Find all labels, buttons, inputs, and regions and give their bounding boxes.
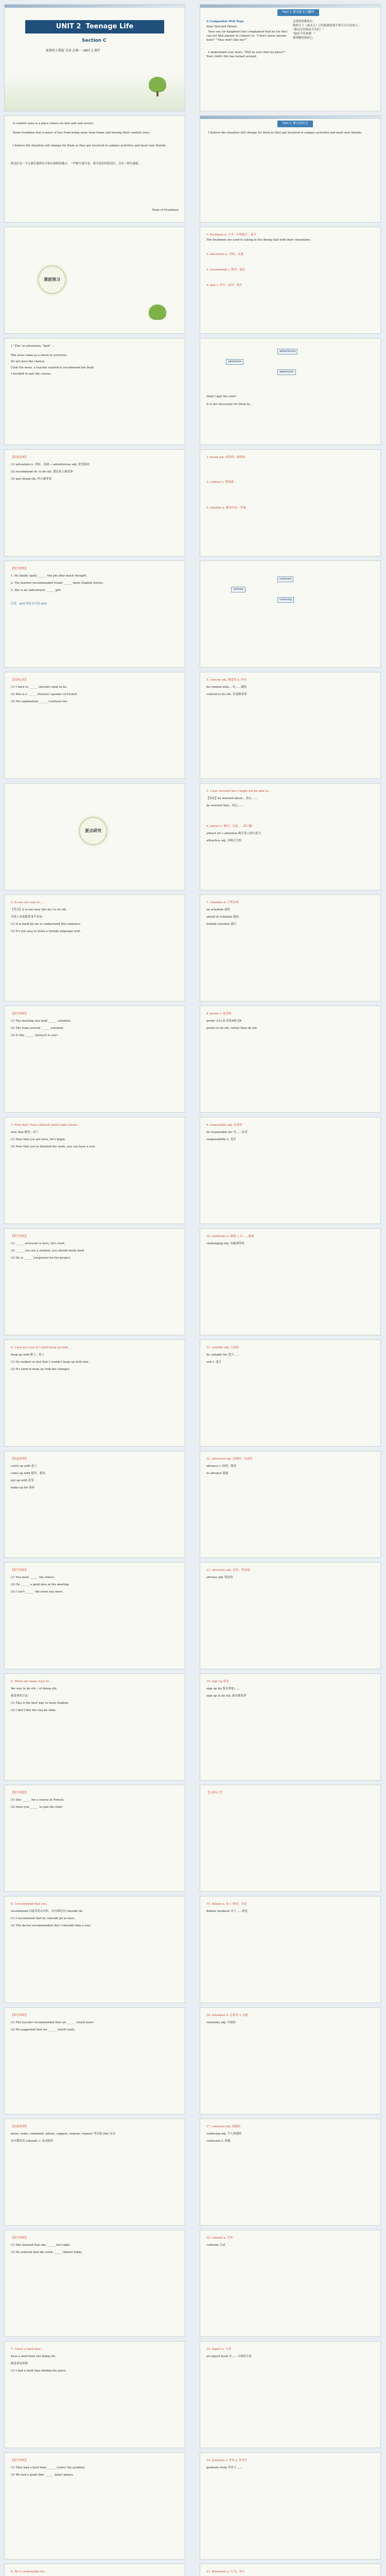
word-item: 17. confused adj. 困惑的 [206,2125,240,2128]
line: contents 目录 [206,2244,225,2247]
unit-label: UNIT 2 [56,22,81,30]
heading: 【即学即练】 [11,1569,28,1572]
line: (2) It's hard to keep up with the changes. [11,1368,71,1371]
word-item: 20. graduate v. 毕业 n. 毕业生 [206,2459,248,2462]
line: come up with 想出；提出 [11,1472,45,1475]
exercise: (1) She insisted that she ______ (be) right. [11,2244,71,2247]
slide-19 [4,1006,185,1113]
tree-icon [149,304,166,320]
part-tag: Part 1 课文原文与翻译 [277,9,319,16]
line: (3) quit doing sth. 停止做某事 [11,478,52,481]
line: be suitable for 适合…… [206,1353,240,1357]
exercise: 2. The teacher recommended (read) ______ more English stories. [11,582,104,585]
line: recommend 后接宾语从句时，从句谓语用 (should) do [11,1910,83,1913]
exercise: (2) Have you ______ to join the club? [11,1806,63,1809]
diagram-box: adventurer [277,369,296,375]
diagram-box: confused [277,577,293,582]
slide-38 [200,2007,381,2114]
line: be responsible for 对……负责 [206,1131,248,1134]
word-item: 14. sign up 报名 [206,1680,229,1683]
word-item: 3. recommend v. 推荐；建议 [206,268,245,272]
slide-6 [200,227,381,334]
slide-14 [200,672,381,779]
exercise: (2) He suggested that we ______ (start) early. [11,2028,75,2031]
word-item: 2. fluent adj. 流利的；熟练的 [206,456,245,459]
heading: 【即学即练】 [11,567,28,570]
exercise: (1) The teacher recommended that we ______ (read) more. [11,2021,95,2024]
heading: 【拓展延伸】 [11,456,28,459]
slide-23 [4,1228,185,1335]
answer: It is not necessary for them to... [206,403,253,406]
heading: 1. I was worried that I might not be able to... [206,790,271,793]
exercise: (2) She is a ______ (fluency) speaker of French. [11,693,78,696]
line: attract sb.'s attention 吸引某人的注意力 [206,832,261,835]
line: suit v. 适合 [206,1361,222,1364]
translation-column [293,20,375,41]
exercise: (2) He ______ a good idea at the meeting. [11,1583,70,1586]
line: (1) He walked so fast that I couldn't keep up with him. [11,1361,90,1364]
translation: 舒适区是一个让我们感到安全和有保障的地方。一些新生离开家，离开他们的舒适区，会有一种失落感。 [11,162,142,165]
slide-22 [200,1117,381,1224]
slide-30 [200,1562,381,1669]
word-item: 7. schedule n. 日程安排 [206,901,239,904]
circle-label: 课前预习 [44,277,60,282]
slide-4 [200,115,381,223]
slide-46 [200,2452,381,2560]
heading: 4. I was not sure if I could keep up with... [11,1346,71,1349]
slide-29 [4,1562,185,1669]
heading: 【即学即练】 [11,1235,28,1238]
slide-42 [200,2230,381,2337]
tree-icon [149,77,166,92]
heading: 3. Now that I have entered senior high school... [11,1124,80,1127]
paragraph: A comfort zone is a place where we feel safe and secure. [11,122,94,125]
cover-subtitle: 新教材人教版 英语 必修一 UNIT 2 课件 [46,49,100,53]
slide-cover [4,4,185,111]
slide-47 [4,2564,185,2576]
top-band [200,5,380,8]
line: sign up to do sth. 报名做某事 [206,1694,247,1698]
paragraph: I believe the situation will change for them as they get involved in campus activities and meet new friends. [206,131,362,134]
heading: 6. I recommend that you... [11,1903,49,1906]
section-circle [77,815,110,848]
word-item: 8. prefer v. 更喜欢 [206,1012,232,1015]
word-item: 9. responsible adj. 负责的 [206,1124,242,1127]
paragraph: Some freshmen feel a sense of loss from being away from home and leaving their comfort zone. [11,131,150,134]
heading: 8. He is responsible for... [11,2570,47,2573]
exercise: (1) You must ______ the others. [11,1576,55,1579]
line: confusion n. 困惑 [206,2140,231,2143]
slide-26 [200,1340,381,1447]
slide-35 [4,1896,185,2003]
heading: 【即学即练】 [11,1012,28,1015]
word-item: 18. content n. 内容 [206,2236,233,2240]
word-item: 15. debate n. & v. 辩论；争论 [206,1903,247,1906]
heading: 【即学即练】 [11,2459,28,2462]
exercise: (2) We had a good time ______ (play) games. [11,2473,74,2477]
line: ahead of schedule 提前 [206,916,239,919]
line: Click the news, a teacher wanted to recommend the book. [11,366,95,369]
heading: 【拓展延伸】 [11,1458,28,1461]
line: (1) adventure n. 冒险；奇遇 → adventurous adj. 爱冒险的 [11,463,90,466]
line: graduate from 毕业于…… [206,2466,242,2469]
exercise: (1) The meeting was held ______ schedule. [11,1020,72,1023]
diagram-box: adventurous [277,349,297,354]
line: insist, order, command, advise, suggest, require, request 等后接 that 从句 [11,2132,116,2136]
slide-31 [4,1673,185,1781]
line: 从句谓语用 (should) + 动词原形 [11,2140,54,2143]
trunk-icon [156,91,159,96]
line: Do not miss the chance. [11,360,45,363]
line: (1) This is the best way to learn English. [11,1702,69,1705]
heading: 7. I have a hard time... [11,2348,44,2351]
paragraph: 1 "The" in adventure; "quit" ... [11,345,55,348]
diagram-box: confuse [231,587,245,592]
heading: 【即学即练】 [11,2236,28,2240]
line: confusing adj. 令人困惑的 [206,2132,242,2136]
exercise: (3) His explanation ______ (confuse) me. [11,700,68,703]
line: 【用法】be worried about... 担心…… [206,797,257,800]
example: The freshmen are used to eating in the dining hall with their classmates. [206,239,311,242]
line: responsibility n. 责任 [206,1138,236,1141]
translation-line: "我在这里谁也不认识！" [293,28,324,31]
slide-40 [200,2119,381,2226]
word-item: 12. advanced adj. 高级的；先进的 [206,1458,253,1461]
line: The news came as a shock to everyone. [11,354,68,357]
exercise: (2) He ordered that the work ______ (finish) today. [11,2251,82,2254]
slide-16 [200,783,381,890]
word-item: 13. obviously adv. 显然；明显地 [206,1569,250,1572]
part-tag: Part 2 课文知识点 [277,121,313,127]
unit-title: Teenage Life [85,22,134,30]
line: in advance 提前 [206,1472,229,1475]
heading: 【语境运用】 [11,679,28,682]
exercise: (1) ______ everyone is here, let's start. [11,1242,65,1245]
slide-28 [200,1451,381,1558]
slide-32 [200,1673,381,1781]
line: sign up for 报名参加…… [206,1687,240,1690]
exercise: (1) They had a hard time ______ (solve) the problem. [11,2466,86,2469]
slide-21 [4,1117,185,1224]
slide-27 [4,1451,185,1558]
slide-36 [200,1896,381,2003]
circle-label: 要点研究 [85,828,101,834]
exercise: (2) The train arrived ______ schedule. [11,1027,64,1030]
word-item: 4. quit v. 停止；放弃；离开 [206,284,242,287]
exercise: 3. She is an (adventure) ______ girl. [11,589,62,592]
slide-10 [200,449,381,556]
heading: 【拓展延伸】 [11,2125,28,2128]
line: make up for 弥补 [11,1486,35,1489]
line: 做某事有困难 [11,2362,28,2365]
section-circle [36,263,68,296]
note: 注意：quit 的过去式是 quit [11,602,47,605]
word-item: 11. suitable adj. 合适的 [206,1346,239,1349]
slide-25 [4,1340,185,1447]
slide-12 [200,561,381,668]
slide-39 [4,2119,185,2226]
slide-2 [200,4,381,111]
slide-3 [4,115,185,223]
word-item: 6. attract v. 吸引；引起……的兴趣 [206,825,252,828]
section-label: Section C [82,38,107,43]
slide-48 [200,2564,381,2576]
line: attractive adj. 有吸引力的 [206,839,242,842]
word-item: 10. challenge n. 挑战 v. 向……挑战 [206,1235,254,1238]
word-item: 1. freshman n. 大学一年级新生；新手 [206,233,257,236]
line: (1) I recommend that he (should) go at once. [11,1917,76,1920]
line: (2) The doctor recommended that I (should) take a rest. [11,1924,92,1927]
signature: Dean of Freshmen [152,209,179,212]
paragraph: I believe the situation will change for them as they get involved in campus activities and meet new friends. [11,144,167,147]
slide-13 [4,672,185,779]
line: advance v. 前进；提高 [206,1465,237,1468]
line: prefer to do sth. rather than do sth. [206,1027,258,1030]
exercise: (1) She ______ for a course in French. [11,1799,64,1802]
word-item: 16. volunteer n. 志愿者 v. 自愿 [206,2014,249,2017]
top-band [5,5,185,8]
line: I decided to quit the course. [11,372,51,376]
exercise: 1. He finally (quit) ______ the job after much thought. [11,574,87,578]
slide-17 [4,894,185,1002]
line: prefer A to B 喜欢A胜过B [206,1020,241,1023]
line: 对某人来说做某事不容易。 [11,916,45,919]
exercise: (2) ______ you are a student, you should study hard. [11,1249,85,1252]
translation-line: "他们不喜欢我！" [293,32,315,36]
word-item: 21. behaviour n. 行为；举止 [206,2570,245,2573]
line: (2) It's not easy to learn a foreign language well. [11,930,81,933]
line: be content with... 对……满意 [206,686,247,689]
line: keep up with 跟上；赶上 [11,1353,45,1357]
word-item: 5. content adj. 满意的 n. 内容 [206,679,247,682]
translation-line: 您的儿子（或女儿）已经抱怨说找不到可以交往的人。 [293,24,361,27]
line: (2) recommend sb. to do sth. 建议某人做某事 [11,470,73,473]
heading: 【即学即练】 [11,1791,28,1794]
line: on schedule 按时 [206,908,231,911]
line: debate on/about 关于……辩论 [206,1910,248,1913]
line: 做某事的方法 [11,1694,28,1698]
line: behind schedule 落后 [206,923,237,926]
slide-43 [4,2341,185,2448]
slide-5 [4,227,185,334]
slide-45 [4,2452,185,2560]
letter-greeting: Dear Harvard Parent, [206,25,238,28]
slide-34 [200,1785,381,1892]
line: (1) I had a hard time finding the place. [11,2369,67,2372]
exercise: (1) I have to ______ (decide) what to do. [11,686,67,689]
slide-18 [200,894,381,1002]
top-band [200,116,380,119]
word-item: 4. solution n. 解决办法；答案 [206,506,246,510]
line: catch up with 赶上 [11,1465,37,1468]
exercise: (3) Is this ______ (attract) to you? [11,1034,58,1037]
line: challenging adj. 有挑战性的 [206,1242,244,1245]
line: (1) It is hard for me to understand this sentence. [11,923,81,926]
line: an expert in/on 在……方面的专家 [206,2355,252,2358]
heading: 【即学即练】 [11,2014,28,2017]
slide-41 [4,2230,185,2337]
slide-9 [4,449,185,556]
line: put up with 忍受 [11,1479,34,1482]
slide-24 [200,1228,381,1335]
line: now that 既然；由于 [11,1131,39,1134]
line: voluntary adj. 自愿的 [206,2021,236,2024]
heading: 2. It was not easy to ... [11,901,44,904]
heading: 5. There are many ways to... [11,1680,52,1683]
line: be worried that... 担心…… [206,804,244,807]
diagram-box: adventure [226,359,243,365]
letter-paragraph-1: Your son (or daughter) has complained that he (or she) can not find anyone to connect to. "I don't know anyone here!" "They don't like me!" [206,30,288,42]
word-item: 3. confuse v. 使困惑 [206,481,234,484]
letter-paragraph-2: I understand your fears. "Will he ever find his place?" Your child's life has turned around. [206,51,287,58]
slide-20 [200,1006,381,1113]
slide-37 [4,2007,185,2114]
slide-15 [4,783,185,890]
unit-banner [25,20,164,33]
line: (2) I don't like the way he talks. [11,1709,57,1712]
slide-8 [200,338,381,445]
slide-33 [4,1785,185,1892]
note: 【完成句子】 [206,1791,224,1794]
slide-11 [4,561,185,668]
line: content to do sth. 乐意做某事 [206,693,247,696]
word-item: 19. expert n. 专家 [206,2348,232,2351]
translation-line: 我理解你的担心。 [293,36,316,40]
line: 【考点】it is not easy (for sb.) to do sth. [11,908,67,911]
diagram-box: confusing [277,597,294,603]
line: (1) Now that you are here, let's begin. [11,1138,66,1141]
exercise: (3) I can't ______ the noise any more. [11,1590,64,1594]
line: have a hard time (in) doing sth. [11,2355,56,2358]
line: the way to do sth. / of doing sth. [11,1687,57,1690]
exercise: (3) He is ______ (response) for the project. [11,1257,72,1260]
letter-heading: A Companion Web Page [206,20,244,23]
question: Shall I quit the club? [206,395,237,398]
slide-7 [4,338,185,445]
slide-44 [200,2341,381,2448]
line: obvious adj. 明显的 [206,1576,233,1579]
line: (2) Now that you've finished the work, you can have a rest. [11,1145,96,1148]
word-item: 2. adventure n. 冒险；奇遇 [206,253,243,256]
translation-line: 亲爱的哈佛家长： [293,20,316,23]
